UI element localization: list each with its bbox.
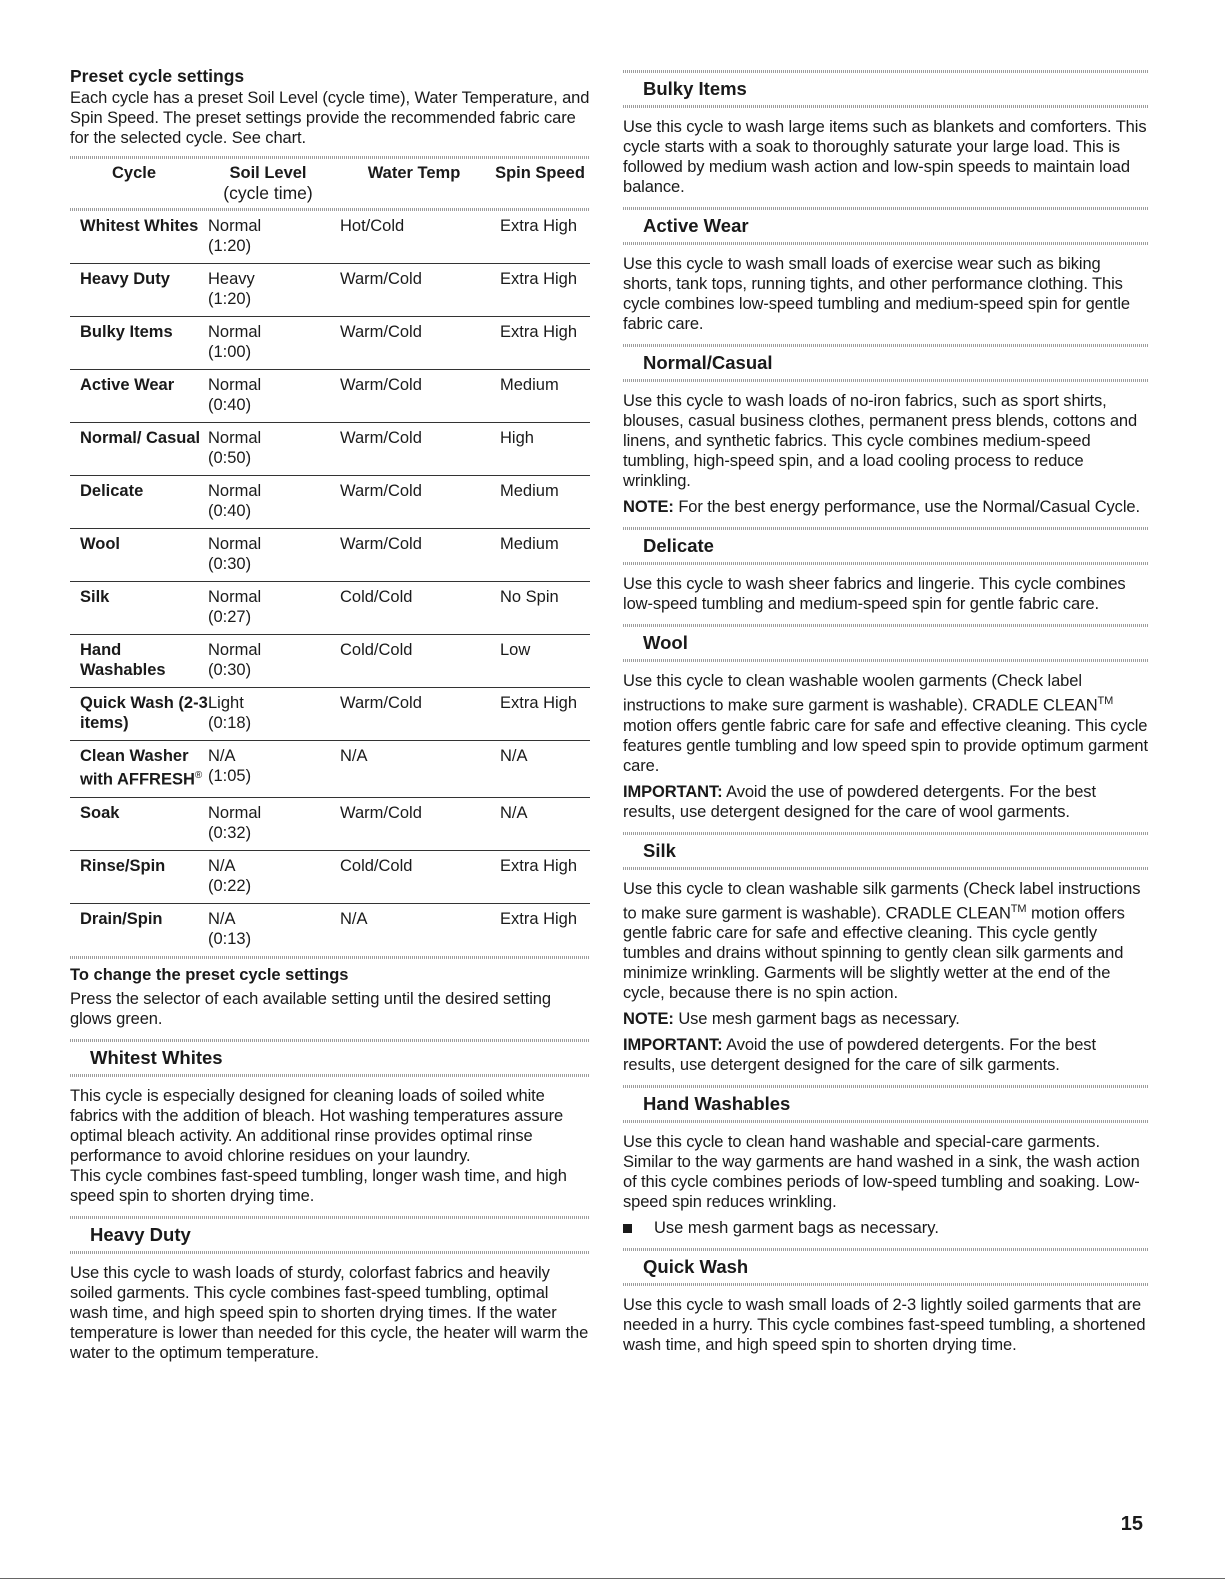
page-number: 15 bbox=[1120, 1513, 1143, 1535]
cell-spin-speed: Medium bbox=[500, 482, 559, 500]
cell-spin-speed: No Spin bbox=[500, 588, 559, 606]
table-row bbox=[70, 264, 590, 317]
normal-title: Normal/Casual bbox=[643, 352, 773, 373]
table-row bbox=[70, 688, 590, 741]
cell-cycle bbox=[80, 909, 208, 949]
rule bbox=[623, 624, 1148, 627]
cycle-time: (1:00) bbox=[208, 343, 252, 361]
rule bbox=[623, 242, 1148, 245]
silk-p1-b: motion offers gentle fabric care for safe and effective cleaning. This cycle gently tumbles and drains without spinning to gently clean silk garments and minimize wrinkling. Garments will be slightly wetter at the end of the cycle, because there is no spin action. bbox=[623, 904, 1125, 1002]
bullet-square-icon bbox=[623, 1224, 632, 1233]
rule bbox=[623, 344, 1148, 347]
cell-spin-speed: Extra High bbox=[500, 323, 578, 341]
table-row bbox=[70, 317, 590, 370]
cell-water-temp: Warm/Cold bbox=[340, 482, 422, 500]
table-header-rule bbox=[70, 208, 590, 211]
table-row bbox=[70, 798, 590, 851]
whitest-title: Whitest Whites bbox=[90, 1046, 223, 1068]
cell-spin-speed: Low bbox=[500, 641, 531, 659]
table-bottom-rule bbox=[70, 956, 590, 959]
soil-level: Normal bbox=[208, 323, 262, 341]
section-delicate bbox=[623, 527, 1148, 614]
heavy-title: Heavy Duty bbox=[90, 1223, 191, 1245]
bulky-p1: Use this cycle to wash large items such as blankets and comforters. This cycle starts with a soak to thoroughly saturate your large load. This is followed by medium wash action and low-spin speeds to maintain load balance. bbox=[623, 118, 1147, 196]
cell-water-temp: Warm/Cold bbox=[340, 803, 422, 822]
cycle-time: (1:05) bbox=[208, 767, 252, 785]
soil-level: N/A bbox=[208, 856, 236, 875]
important-label: IMPORTANT: bbox=[623, 782, 723, 801]
cell-spin-speed: Medium bbox=[500, 535, 559, 553]
note-text: For the best energy performance, use the Normal/Casual Cycle. bbox=[673, 498, 1140, 516]
cell-soil bbox=[208, 746, 340, 790]
left-column bbox=[70, 66, 590, 1363]
cell-soil bbox=[208, 375, 340, 415]
hand-p1: Use this cycle to clean hand washable and special-care garments. Similar to the way garments are hand washed in a sink, the wash action of this cycle combines periods of low-speed tumbling and soaking. Low-speed spin reduces wrinkling. bbox=[623, 1133, 1140, 1211]
section-normal-casual bbox=[623, 344, 1148, 517]
cycle-name: Drain/Spin bbox=[80, 909, 163, 928]
cycle-name: Silk bbox=[80, 588, 110, 606]
table-row bbox=[70, 529, 590, 582]
preset-intro: Each cycle has a preset Soil Level (cycle time), Water Temperature, and Spin Speed. The preset settings provide the recommended fabric care for the selected cycle. See chart. bbox=[70, 89, 590, 147]
cell-soil bbox=[208, 856, 340, 896]
rule bbox=[623, 1120, 1148, 1123]
table-row bbox=[70, 741, 590, 798]
cell-cycle bbox=[80, 428, 208, 468]
cell-water-temp: Cold/Cold bbox=[340, 641, 413, 659]
normal-p1: Use this cycle to wash loads of no-iron fabrics, such as sport shirts, blouses, casual business clothes, permanent press blends, cottons and linens, and synthetic fabrics. This cycle combines medium-speed tumbling, high-speed spin, and a load cooling process to reduce wrinkling. bbox=[623, 392, 1138, 490]
heavy-p1: Use this cycle to wash loads of sturdy, colorfast fabrics and heavily soiled garments. This cycle combines fast-speed tumbling, optimal wash time, and high speed spin to shorten drying times. If the water temperature is lower than needed for this cycle, the heater will warm the water to the optimum temperature. bbox=[70, 1263, 589, 1362]
cycle-name: Hand Washables bbox=[80, 641, 166, 679]
table-header bbox=[70, 159, 590, 208]
table-row bbox=[70, 635, 590, 688]
rule bbox=[623, 527, 1148, 530]
section-active-wear bbox=[623, 207, 1148, 334]
cell-soil bbox=[208, 216, 340, 256]
table-row bbox=[70, 851, 590, 904]
cycle-name: Normal/ Casual bbox=[80, 429, 201, 447]
rule bbox=[623, 832, 1148, 835]
quick-title: Quick Wash bbox=[643, 1256, 749, 1277]
important-text: Avoid the use of powdered detergents. For the best results, use detergent designed for the care of wool garments. bbox=[623, 782, 1096, 821]
wool-p1 bbox=[623, 671, 1148, 776]
header-spin: Spin Speed bbox=[495, 164, 585, 182]
cell-water-temp: N/A bbox=[340, 909, 368, 928]
note-label: NOTE: bbox=[623, 1010, 674, 1028]
cell-soil bbox=[208, 534, 340, 574]
cell-soil bbox=[208, 269, 340, 309]
cycle-name: Soak bbox=[80, 803, 120, 822]
wool-important bbox=[623, 782, 1148, 822]
rule bbox=[623, 70, 1148, 73]
cycle-time: (0:40) bbox=[208, 396, 252, 414]
section-wool bbox=[623, 624, 1148, 822]
cell-soil bbox=[208, 322, 340, 362]
header-cycle: Cycle bbox=[111, 164, 157, 182]
hand-bullet-text: Use mesh garment bags as necessary. bbox=[654, 1219, 939, 1237]
cell-cycle bbox=[80, 481, 208, 521]
registered-mark: ® bbox=[194, 770, 203, 781]
cell-cycle bbox=[80, 216, 208, 256]
silk-important bbox=[623, 1035, 1148, 1075]
table-body bbox=[70, 211, 590, 956]
rule bbox=[623, 207, 1148, 210]
cycle-name: Delicate bbox=[80, 482, 144, 500]
cell-spin-speed: N/A bbox=[500, 803, 528, 822]
cycle-time: (0:22) bbox=[208, 876, 252, 895]
cell-cycle bbox=[80, 322, 208, 362]
cell-spin-speed: Extra High bbox=[500, 270, 578, 288]
change-text: Press the selector of each available setting until the desired setting glows green. bbox=[70, 989, 551, 1028]
hand-title: Hand Washables bbox=[643, 1093, 791, 1114]
cycle-time: (0:27) bbox=[208, 608, 252, 626]
note-label: NOTE: bbox=[623, 498, 674, 516]
cycle-time: (0:30) bbox=[208, 661, 252, 679]
cell-spin-speed: Extra High bbox=[500, 909, 578, 928]
cell-spin-speed: Extra High bbox=[500, 856, 578, 875]
silk-p1 bbox=[623, 879, 1148, 1004]
table-row bbox=[70, 423, 590, 476]
cycle-name: Wool bbox=[80, 535, 121, 553]
cell-spin-speed: High bbox=[500, 429, 534, 447]
bulky-title: Bulky Items bbox=[643, 78, 747, 99]
rule bbox=[70, 1216, 590, 1219]
cycle-time: (0:40) bbox=[208, 502, 252, 520]
section-heavy-duty bbox=[70, 1216, 590, 1363]
cell-cycle bbox=[80, 375, 208, 415]
cycle-name: Rinse/Spin bbox=[80, 856, 166, 875]
cycle-time: (0:32) bbox=[208, 823, 252, 842]
section-bulky-items bbox=[623, 70, 1148, 197]
table-row bbox=[70, 370, 590, 423]
rule bbox=[623, 379, 1148, 382]
cycle-time: (0:13) bbox=[208, 929, 252, 948]
cell-soil bbox=[208, 693, 340, 733]
preset-table bbox=[70, 156, 590, 959]
cell-cycle bbox=[80, 856, 208, 896]
cell-water-temp: Warm/Cold bbox=[340, 270, 422, 288]
silk-note bbox=[623, 1009, 1148, 1029]
cycle-name: Active Wear bbox=[80, 376, 175, 394]
cell-cycle bbox=[80, 269, 208, 309]
soil-level: Normal bbox=[208, 376, 262, 394]
soil-level: Light bbox=[208, 694, 244, 712]
cell-water-temp: Warm/Cold bbox=[340, 323, 422, 341]
cell-cycle bbox=[80, 534, 208, 574]
soil-level: Normal bbox=[208, 535, 262, 553]
cell-soil bbox=[208, 640, 340, 680]
soil-level: Heavy bbox=[208, 270, 255, 288]
note-text: Use mesh garment bags as necessary. bbox=[673, 1010, 960, 1028]
rule bbox=[70, 1074, 590, 1077]
important-label: IMPORTANT: bbox=[623, 1036, 723, 1054]
soil-level: Normal bbox=[208, 482, 262, 500]
header-soil-cell bbox=[198, 163, 338, 203]
hand-bullet bbox=[623, 1218, 1148, 1238]
soil-level: Normal bbox=[208, 588, 262, 606]
cell-water-temp: Cold/Cold bbox=[340, 588, 413, 606]
trademark: TM bbox=[1097, 695, 1114, 707]
section-hand-washables bbox=[623, 1085, 1148, 1238]
cycle-time: (0:30) bbox=[208, 555, 252, 573]
cycle-name: Whitest Whites bbox=[80, 217, 199, 235]
cell-spin-speed: Extra High bbox=[500, 217, 578, 235]
rule bbox=[623, 867, 1148, 870]
rule bbox=[70, 1251, 590, 1254]
rule bbox=[623, 562, 1148, 565]
soil-level: Normal bbox=[208, 429, 262, 447]
wool-p1-a: Use this cycle to clean washable woolen garments (Check label instructions to make sure garment is washable). CRADLE CLEAN bbox=[623, 672, 1098, 715]
soil-level: N/A bbox=[208, 909, 236, 928]
cell-soil bbox=[208, 481, 340, 521]
cell-water-temp: Warm/Cold bbox=[340, 535, 422, 553]
cycle-name: Quick Wash (2-3 items) bbox=[80, 694, 208, 732]
table-row bbox=[70, 904, 590, 956]
cycle-name: Heavy Duty bbox=[80, 270, 170, 288]
cell-spin-speed: Medium bbox=[500, 376, 559, 394]
rule bbox=[623, 1283, 1148, 1286]
cell-cycle bbox=[80, 587, 208, 627]
soil-level: Normal bbox=[208, 641, 262, 659]
header-soil-sub: (cycle time) bbox=[223, 183, 313, 203]
table-row bbox=[70, 476, 590, 529]
cell-soil bbox=[208, 803, 340, 843]
wool-p1-b: motion offers gentle fabric care for safe and effective cleaning. This cycle features gentle tumbling and low speed spin to provide optimum garment care. bbox=[623, 716, 1148, 775]
header-water: Water Temp bbox=[367, 164, 461, 182]
rule bbox=[623, 659, 1148, 662]
delicate-p1: Use this cycle to wash sheer fabrics and lingerie. This cycle combines low-speed tumbling and medium-speed spin for gentle fabric care. bbox=[623, 575, 1126, 613]
cell-cycle bbox=[80, 640, 208, 680]
cycle-time: (1:20) bbox=[208, 237, 252, 255]
section-silk bbox=[623, 832, 1148, 1076]
whitest-p1: This cycle is especially designed for cleaning loads of soiled white fabrics with the addition of bleach. Hot washing temperatures assure optimal bleach activity. An additional rinse provides optimal rinse performance to avoid chlorine residues on your laundry. bbox=[70, 1086, 564, 1165]
wool-title: Wool bbox=[643, 632, 688, 653]
cell-water-temp: Warm/Cold bbox=[340, 429, 422, 447]
active-title: Active Wear bbox=[643, 215, 749, 236]
cell-water-temp: Cold/Cold bbox=[340, 856, 413, 875]
cell-cycle bbox=[80, 746, 208, 790]
rule bbox=[70, 1039, 590, 1042]
preset-title: Preset cycle settings bbox=[70, 66, 245, 86]
normal-note bbox=[623, 497, 1148, 517]
delicate-title: Delicate bbox=[643, 535, 714, 556]
cell-soil bbox=[208, 909, 340, 949]
cycle-time: (1:20) bbox=[208, 290, 252, 308]
active-p1: Use this cycle to wash small loads of exercise wear such as biking shorts, tank tops, running tights, and other performance clothing. This cycle combines low-speed tumbling and medium-speed spin for gentle fabric care. bbox=[623, 255, 1131, 333]
silk-title: Silk bbox=[643, 839, 676, 861]
cell-spin-speed: Extra High bbox=[500, 694, 578, 712]
rule bbox=[623, 1248, 1148, 1251]
trademark: TM bbox=[1010, 902, 1027, 915]
table-row bbox=[70, 211, 590, 264]
cell-soil bbox=[208, 428, 340, 468]
whitest-p2: This cycle combines fast-speed tumbling, longer wash time, and high speed spin to shorten drying time. bbox=[70, 1166, 567, 1205]
cell-spin-speed: N/A bbox=[500, 747, 528, 765]
section-quick-wash bbox=[623, 1248, 1148, 1355]
cell-water-temp: Warm/Cold bbox=[340, 694, 422, 712]
cell-soil bbox=[208, 587, 340, 627]
soil-level: Normal bbox=[208, 217, 262, 235]
cycle-name: Clean Washer with AFFRESH bbox=[80, 747, 195, 789]
rule bbox=[623, 1085, 1148, 1088]
table-row bbox=[70, 582, 590, 635]
cycle-time: (0:50) bbox=[208, 449, 252, 467]
cell-water-temp: N/A bbox=[340, 747, 368, 765]
silk-p1-a: Use this cycle to clean washable silk garments (Check label instructions to make sure garment is washable). CRADLE CLEAN bbox=[623, 879, 1141, 922]
cell-water-temp: Warm/Cold bbox=[340, 376, 422, 394]
cycle-time: (0:18) bbox=[208, 714, 252, 732]
table-top-rule bbox=[70, 156, 590, 159]
cell-cycle bbox=[80, 693, 208, 733]
page-bottom-edge bbox=[0, 1578, 1225, 1585]
header-soil: Soil Level bbox=[229, 164, 307, 182]
change-title: To change the preset cycle settings bbox=[70, 965, 349, 984]
quick-p1: Use this cycle to wash small loads of 2-3 lightly soiled garments that are needed in a hurry. This cycle combines fast-speed tumbling, a shortened wash time, and high speed spin to shorten drying time. bbox=[623, 1296, 1146, 1354]
right-column bbox=[623, 70, 1148, 1355]
important-text: Avoid the use of powdered detergents. For the best results, use detergent designed for the care of silk garments. bbox=[623, 1036, 1096, 1074]
rule bbox=[623, 105, 1148, 108]
soil-level: Normal bbox=[208, 803, 262, 822]
cell-cycle bbox=[80, 803, 208, 843]
section-whitest-whites bbox=[70, 1039, 590, 1206]
cell-water-temp: Hot/Cold bbox=[340, 217, 405, 235]
soil-level: N/A bbox=[208, 747, 236, 765]
cycle-name: Bulky Items bbox=[80, 323, 173, 341]
